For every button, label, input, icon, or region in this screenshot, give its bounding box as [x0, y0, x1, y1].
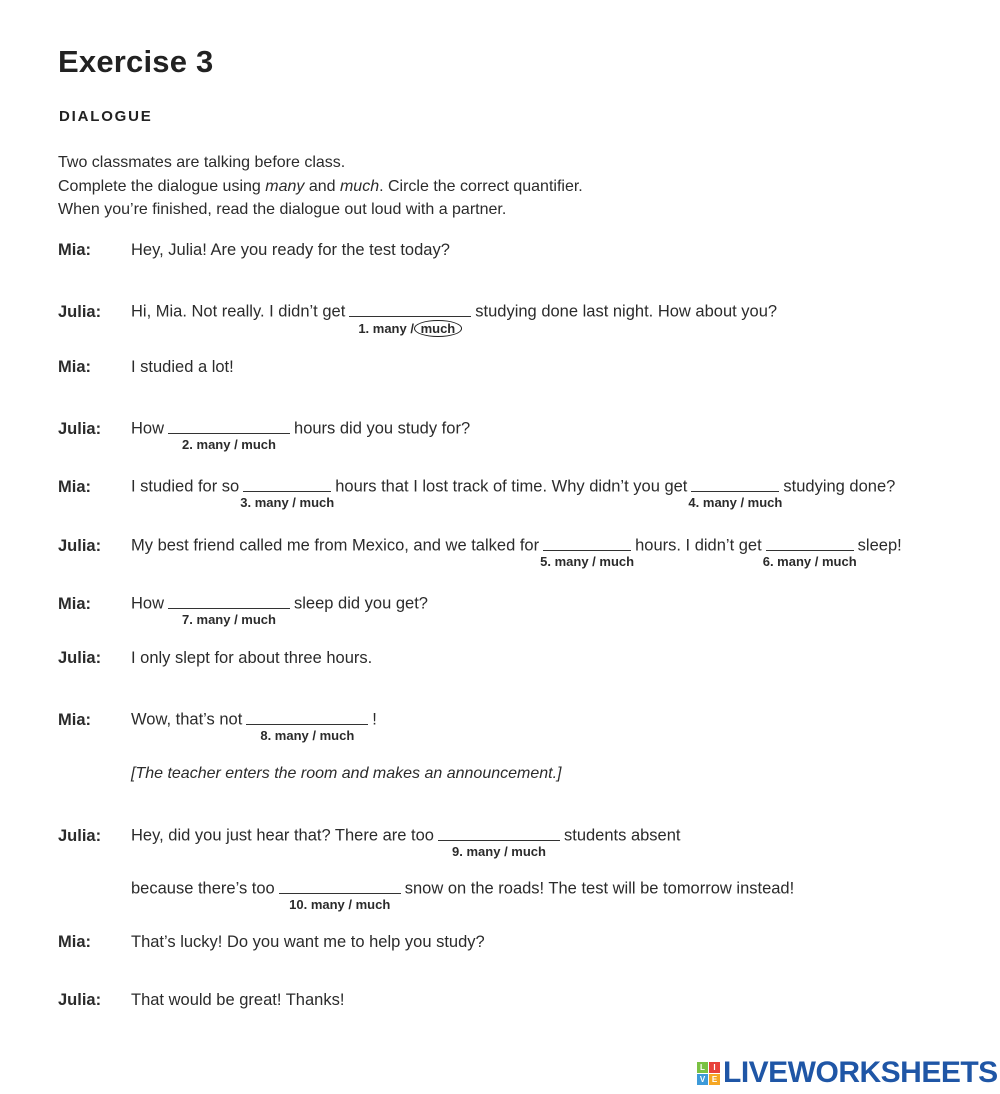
quantifier-cue: [358, 320, 462, 337]
dialogue-text: because there’s too: [131, 879, 275, 898]
dialogue-text: snow on the roads! The test will be tomorrow instead!: [404, 879, 795, 898]
dialogue-line: [58, 358, 234, 377]
quantifier-cue: 3. many / much: [240, 495, 335, 510]
quantifier-cue: 5. many / much: [540, 554, 635, 569]
dialogue-line: [58, 649, 372, 668]
instruction-text: . Circle the correct quantifier.: [379, 177, 583, 195]
dialogue-text: Wow, that’s not: [131, 710, 243, 729]
section-heading: DIALOGUE: [59, 108, 153, 125]
dialogue-text: How: [131, 419, 165, 438]
dialogue-text: My best friend called me from Mexico, and we talked for: [131, 536, 540, 555]
speaker-label: Mia:: [58, 241, 91, 259]
dialogue-text: studying done?: [783, 477, 896, 496]
dialogue-line: [58, 299, 778, 336]
logo-text: LIVEWORKSHEETS: [723, 1056, 998, 1089]
dialogue-line: [58, 991, 344, 1010]
answer-blank-6[interactable]: [762, 533, 857, 569]
answer-blank-4[interactable]: [688, 474, 783, 510]
speaker-label: Mia:: [58, 933, 91, 951]
dialogue-line: [58, 241, 450, 260]
answer-blank-5[interactable]: [540, 533, 635, 569]
answer-blank-9[interactable]: [438, 823, 560, 859]
dialogue-line: [58, 416, 471, 452]
dialogue-text: sleep!: [857, 536, 902, 555]
dialogue-line: [58, 707, 377, 743]
speaker-label: Julia:: [58, 826, 102, 845]
speaker-label: Julia:: [58, 302, 102, 321]
instruction-many: many: [265, 177, 305, 195]
logo-letter: V: [697, 1074, 708, 1085]
dialogue-line: [58, 474, 896, 510]
speaker-label: Julia:: [58, 991, 102, 1009]
instructions: [58, 151, 583, 222]
instruction-text: and: [304, 177, 340, 195]
dialogue-line: [58, 591, 428, 627]
dialogue-line: [58, 933, 485, 952]
answer-blank-2[interactable]: [168, 416, 290, 452]
stage-direction: [The teacher enters the room and makes an announcement.]: [131, 765, 562, 782]
dialogue-text: I studied for so: [131, 477, 240, 496]
speaker-label: Julia:: [58, 419, 102, 438]
speaker-label: Mia:: [58, 477, 91, 496]
dialogue-line: [58, 876, 795, 912]
dialogue-text: hours did you study for?: [294, 419, 471, 438]
liveworksheets-logo[interactable]: [697, 1056, 998, 1090]
answer-blank-10[interactable]: [279, 876, 401, 912]
page-title: Exercise 3: [58, 44, 214, 79]
dialogue-text: I studied a lot!: [131, 358, 234, 376]
dialogue-text: Hi, Mia. Not really. I didn’t get: [131, 302, 346, 321]
cue-text: 1. many /: [358, 321, 414, 336]
circled-answer: much: [414, 320, 463, 337]
dialogue-text: !: [372, 710, 377, 729]
quantifier-cue: 10. many / much: [289, 897, 391, 912]
quantifier-cue: 6. many / much: [762, 554, 857, 569]
quantifier-cue: 2. many / much: [182, 437, 276, 452]
answer-blank-1[interactable]: [349, 299, 471, 336]
instruction-much: much: [339, 177, 380, 195]
quantifier-cue: 4. many / much: [688, 495, 783, 510]
dialogue-text: That would be great! Thanks!: [131, 991, 345, 1009]
quantifier-cue: 8. many / much: [260, 728, 355, 743]
quantifier-cue: 9. many / much: [452, 844, 546, 859]
instruction-line-3: When you’re finished, read the dialogue out loud with a partner.: [58, 201, 507, 218]
logo-letter: E: [709, 1074, 720, 1085]
dialogue-text: hours that I lost track of time. Why didn’t you get: [335, 477, 688, 496]
speaker-label: Julia:: [58, 536, 102, 555]
dialogue-text: Hey, did you just hear that? There are too: [131, 826, 434, 845]
logo-letter: I: [709, 1062, 720, 1073]
instruction-text: Complete the dialogue using: [58, 177, 266, 195]
instruction-line-1: Two classmates are talking before class.: [58, 154, 346, 171]
logo-letter: L: [697, 1062, 708, 1073]
answer-blank-3[interactable]: [240, 474, 335, 510]
answer-blank-8[interactable]: [246, 707, 368, 743]
dialogue-text: students absent: [564, 826, 681, 845]
dialogue-text: I only slept for about three hours.: [131, 649, 373, 667]
speaker-label: Mia:: [58, 710, 91, 729]
dialogue-line: [58, 533, 902, 569]
logo-mark-icon: [697, 1062, 720, 1085]
quantifier-cue: 7. many / much: [182, 612, 276, 627]
speaker-label: Mia:: [58, 358, 91, 376]
dialogue-text: hours. I didn’t get: [635, 536, 762, 555]
dialogue-text: That’s lucky! Do you want me to help you study?: [131, 933, 485, 951]
dialogue-line: [58, 823, 681, 859]
instruction-line-2: [58, 175, 583, 199]
dialogue-text: How: [131, 594, 165, 613]
dialogue-text: Hey, Julia! Are you ready for the test today?: [131, 241, 450, 259]
dialogue-text: studying done last night. How about you?: [475, 302, 778, 321]
answer-blank-7[interactable]: [168, 591, 290, 627]
speaker-label: Julia:: [58, 649, 102, 667]
dialogue-text: sleep did you get?: [294, 594, 428, 613]
speaker-label: Mia:: [58, 594, 91, 613]
